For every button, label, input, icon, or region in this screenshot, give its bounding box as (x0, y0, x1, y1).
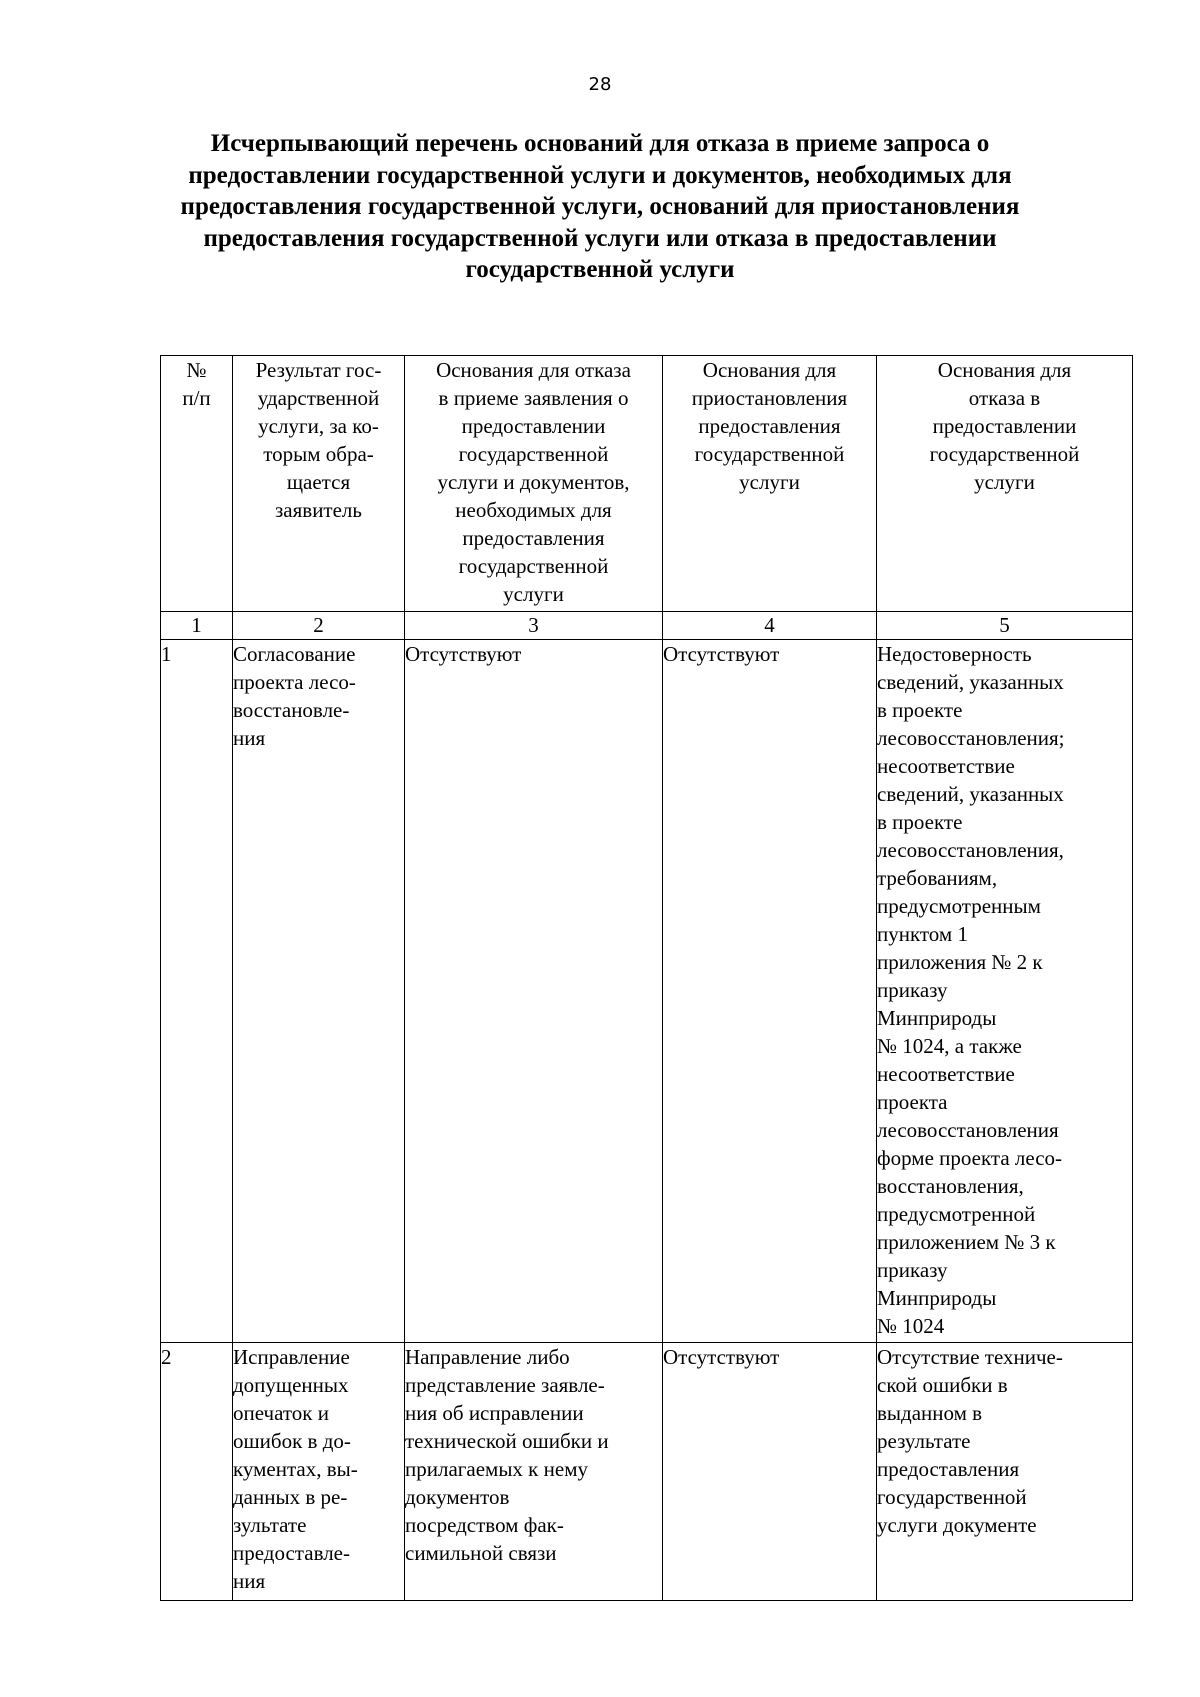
header-line: ударственной (257, 386, 380, 410)
header-line: приостановления (691, 386, 848, 410)
cell-line: ния об исправлении (405, 1401, 584, 1425)
cell-line: предусмотренным (877, 894, 1041, 918)
cell-line: приложением № 3 к (877, 1230, 1056, 1254)
header-line: Основания для отказа (436, 358, 631, 382)
cell-line: сведений, указанных (877, 670, 1064, 694)
column-number: 4 (663, 612, 877, 640)
suspension-cell (663, 1343, 877, 1601)
title-line: Исчерпывающий перечень оснований для отказа в приеме запроса о (210, 130, 990, 157)
table-row (161, 1343, 1133, 1601)
row-index: 2 (161, 1343, 233, 1601)
page-number: 28 (588, 74, 612, 95)
header-line: заявитель (275, 498, 362, 522)
cell-line: проекта (877, 1090, 948, 1114)
column-number: 5 (877, 612, 1133, 640)
cell-line: несоответствие (877, 1062, 1015, 1086)
cell-line: Отсутствуют (663, 642, 780, 666)
cell-line: приложения № 2 к (877, 950, 1043, 974)
cell-line: симильной связи (405, 1541, 557, 1565)
cell-line: опечаток и (233, 1401, 329, 1425)
cell-line: восстановления, (877, 1174, 1024, 1198)
header-line: предоставлении (932, 414, 1077, 438)
cell-line: предоставле- (233, 1541, 350, 1565)
cell-line: предусмотренной (877, 1202, 1036, 1226)
header-line: услуги, за ко- (258, 414, 379, 438)
header-line: п/п (182, 386, 211, 410)
title-line: предоставлении государственной услуги и документов, необходимых для (188, 161, 1012, 189)
cell-line: Минприроды (877, 1006, 997, 1030)
column-number: 3 (405, 612, 663, 640)
header-line: услуги и документов, (437, 470, 630, 494)
cell-line: предоставления (877, 1457, 1020, 1481)
cell-line: приказу (877, 978, 948, 1002)
cell-line: ния (233, 1569, 266, 1593)
header-line: услуги (739, 470, 800, 494)
grounds-table (160, 355, 1133, 1601)
cell-line: проекта лесо- (233, 670, 356, 694)
header-line: услуги (503, 582, 564, 606)
header-line: государственной (929, 442, 1080, 466)
cell-line: лесовосстановления (877, 1118, 1059, 1142)
refusal-service-cell (877, 640, 1133, 1343)
header-line: в приеме заявления о (438, 386, 629, 410)
cell-line: Отсутствуют (663, 1345, 780, 1369)
cell-line: Недостоверность (877, 642, 1032, 666)
row-index: 1 (161, 640, 233, 1343)
cell-line: услуги документе (877, 1513, 1037, 1537)
column-number: 2 (233, 612, 405, 640)
document-title (150, 128, 1050, 286)
result-cell (233, 1343, 405, 1601)
header-line: предоставлении (461, 414, 606, 438)
cell-line: Отсутствуют (405, 642, 522, 666)
header-line: торым обра- (263, 442, 374, 466)
cell-line: прилагаемых к нему (405, 1457, 588, 1481)
cell-line: зультате (233, 1513, 307, 1537)
header-line: № (186, 358, 207, 382)
cell-line: технической ошибки и (405, 1429, 609, 1453)
header-line: государственной (458, 554, 609, 578)
header-line: предоставления (462, 526, 605, 550)
header-cell-refusal-acceptance (405, 356, 663, 612)
cell-line: несоответствие (877, 754, 1015, 778)
column-number: 1 (161, 612, 233, 640)
header-line: необходимых для (455, 498, 612, 522)
cell-line: лесовосстановления; (877, 726, 1065, 750)
cell-line: данных в ре- (233, 1485, 348, 1509)
cell-line: форме проекта лесо- (877, 1146, 1063, 1170)
title-line: предоставления государственной услуги или отказа в предоставлении (203, 224, 997, 252)
refusal-service-cell (877, 1343, 1133, 1601)
cell-line: Исправление (233, 1345, 350, 1369)
cell-line: приказу (877, 1258, 948, 1282)
column-number-row (161, 612, 1133, 640)
header-line: Основания для (937, 358, 1072, 382)
cell-line: документов (405, 1485, 510, 1509)
cell-line: Согласование (233, 642, 356, 666)
cell-line: в проекте (877, 698, 963, 722)
cell-line: Отсутствие техниче- (877, 1345, 1063, 1369)
cell-line: Минприроды (877, 1286, 997, 1310)
header-line: Результат гос- (255, 358, 382, 382)
cell-line: результате (877, 1429, 971, 1453)
header-line: Основания для (702, 358, 837, 382)
refusal-acceptance-cell (405, 640, 663, 1343)
cell-line: государственной (877, 1485, 1027, 1509)
header-line: услуги (974, 470, 1035, 494)
cell-line: сведений, указанных (877, 782, 1064, 806)
cell-line: допущенных (233, 1373, 349, 1397)
result-cell (233, 640, 405, 1343)
cell-line: № 1024, а также (877, 1034, 1022, 1058)
cell-line: представление заявле- (405, 1373, 605, 1397)
title-line: предоставления государственной услуги, оснований для приостановления (180, 193, 1020, 220)
title-line: государственной услуги (465, 256, 735, 283)
suspension-cell (663, 640, 877, 1343)
cell-line: Направление либо (405, 1345, 570, 1369)
table-row (161, 640, 1133, 1343)
header-cell-suspension (663, 356, 877, 612)
cell-line: выданном в (877, 1401, 983, 1425)
cell-line: ской ошибки в (877, 1373, 1008, 1397)
header-cell-number (161, 356, 233, 612)
cell-line: кументах, вы- (233, 1457, 358, 1481)
cell-line: пунктом 1 (877, 922, 968, 946)
header-line: отказа в (968, 386, 1041, 410)
header-line: предоставления (698, 414, 841, 438)
header-line: государственной (458, 442, 609, 466)
refusal-acceptance-cell (405, 1343, 663, 1601)
header-line: щается (286, 470, 351, 494)
cell-line: восстановле- (233, 698, 350, 722)
cell-line: требованиям, (877, 866, 998, 890)
cell-line: № 1024 (877, 1314, 945, 1338)
cell-line: посредством фак- (405, 1513, 564, 1537)
cell-line: в проекте (877, 810, 963, 834)
header-line: государственной (694, 442, 845, 466)
table-header-row (161, 356, 1133, 612)
cell-line: ния (233, 726, 266, 750)
header-cell-result (233, 356, 405, 612)
cell-line: ошибок в до- (233, 1429, 351, 1453)
header-cell-refusal-service (877, 356, 1133, 612)
cell-line: лесовосстановления, (877, 838, 1064, 862)
